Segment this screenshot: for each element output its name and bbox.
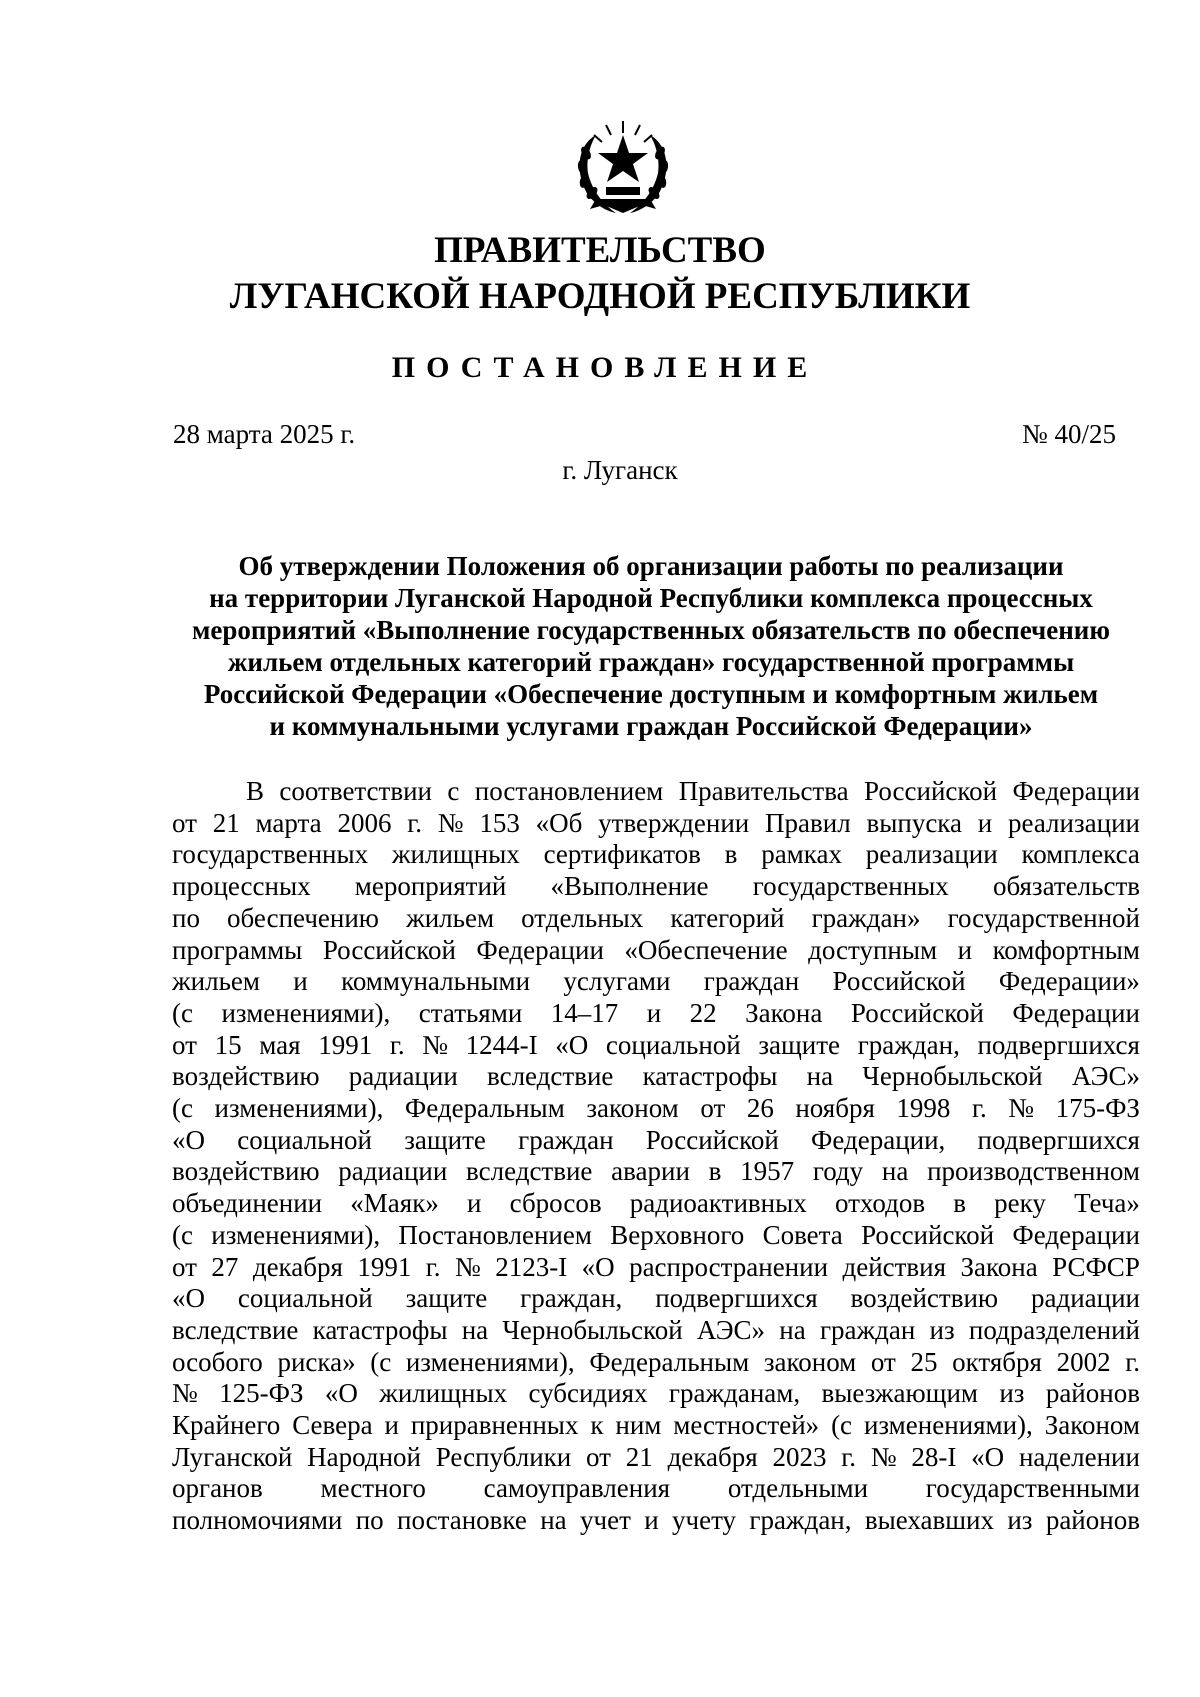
document-number: № 40/25: [1021, 419, 1116, 449]
body-word: подразделений: [968, 1314, 1140, 1345]
body-word: Постановлением: [398, 1219, 592, 1250]
body-word: услугами: [563, 966, 671, 997]
body-word: Закона: [745, 997, 823, 1028]
body-word: от: [586, 1441, 611, 1472]
body-word: радиации: [338, 1156, 448, 1187]
coat-of-arms-icon: [566, 113, 680, 222]
body-word: Севера: [292, 1410, 373, 1441]
body-word: социальной: [237, 1283, 373, 1314]
body-word: особого: [172, 1346, 263, 1377]
body-line: [172, 1030, 1140, 1062]
body-word: 1998: [896, 1093, 951, 1124]
body-word: №: [172, 1378, 198, 1409]
body-word: на: [806, 1061, 834, 1092]
body-word: 14–17: [550, 997, 619, 1028]
body-word: Луганской: [172, 1441, 293, 1472]
body-word: категорий: [670, 902, 785, 933]
body-word: вследствие: [466, 1156, 593, 1187]
body-word: защите: [758, 1029, 841, 1060]
body-word: реку: [994, 1188, 1046, 1219]
document-title: [170, 550, 1132, 742]
body-word: выпуска: [866, 807, 962, 838]
body-word: г.: [407, 807, 423, 838]
body-line: [172, 1283, 1140, 1315]
government-heading: ПРАВИТЕЛЬСТВО: [434, 230, 766, 271]
body-word: ним: [615, 1410, 662, 1441]
body-line: [172, 1315, 1140, 1347]
body-word: статьями: [418, 997, 523, 1028]
body-word: (с: [370, 1346, 392, 1377]
body-word: государственными: [925, 1473, 1140, 1504]
body-word: комфортным: [992, 934, 1140, 965]
body-word: граждан»: [811, 902, 921, 933]
title-line: жильем отдельных категорий граждан» государственной программы: [227, 647, 1075, 677]
body-word: изменениями),: [863, 1410, 1033, 1441]
body-word: Народной: [307, 1441, 421, 1472]
body-line: [172, 903, 1140, 935]
body-word: и: [384, 1410, 399, 1441]
body-word: сбросов: [509, 1188, 602, 1219]
body-word: Федерации: [476, 934, 604, 965]
body-word: защите: [405, 1283, 488, 1314]
body-line: [172, 1252, 1140, 1284]
body-line: [172, 935, 1140, 967]
body-word: 15: [214, 1029, 242, 1060]
body-word: доступным: [808, 934, 938, 965]
body-word: коммунальными: [341, 966, 531, 997]
body-word: мая: [259, 1029, 301, 1060]
body-word: №: [422, 1029, 449, 1060]
body-word: 28-I: [911, 1441, 957, 1472]
body-word: «Об: [535, 807, 583, 838]
body-word: радиоактивных: [629, 1188, 807, 1219]
body-word: от: [172, 807, 197, 838]
body-word: Российской: [850, 997, 984, 1028]
body-line: [172, 966, 1140, 998]
body-word: (с: [831, 1410, 853, 1441]
body-word: изменениями),: [221, 997, 391, 1028]
body-word: граждан,: [749, 1505, 852, 1536]
body-word: законом: [763, 1346, 857, 1377]
body-word: №: [870, 1441, 897, 1472]
body-line: [172, 1156, 1140, 1188]
body-word: Федерации: [1012, 997, 1140, 1028]
body-word: «О: [555, 1029, 589, 1060]
body-word: сертификатов: [543, 839, 701, 870]
body-word: марта: [255, 807, 322, 838]
body-word: отдельных: [521, 902, 644, 933]
body-word: г.: [425, 1251, 441, 1282]
body-word: из: [999, 1378, 1025, 1409]
body-line: [172, 1505, 1140, 1537]
body-word: Законом: [1044, 1410, 1140, 1441]
body-word: гражданам,: [668, 1378, 801, 1409]
body-word: обязательств: [992, 871, 1140, 902]
body-word: районов: [1045, 1378, 1140, 1409]
body-word: радиации: [1030, 1283, 1140, 1314]
title-line: мероприятий «Выполнение государственных обязательств по обеспечению: [192, 615, 1110, 645]
body-word: государственных: [752, 871, 949, 902]
body-word: органов: [172, 1473, 263, 1504]
body-word: Чернобыльской: [862, 1061, 1043, 1092]
body-word: отходов: [834, 1188, 926, 1219]
body-word: граждан,: [857, 1029, 960, 1060]
body-word: постановлением: [474, 776, 664, 806]
body-word: субсидиях: [528, 1378, 648, 1409]
body-word: Совета: [762, 1219, 843, 1250]
body-word: 2123-I: [495, 1251, 568, 1282]
body-word: жилищных: [391, 839, 520, 870]
body-word: изменениями),: [211, 1219, 381, 1250]
body-word: ноября: [795, 1093, 875, 1124]
body-line: [172, 1378, 1140, 1410]
body-word: к: [590, 1410, 604, 1441]
body-word: мероприятий: [354, 871, 507, 902]
title-line: Об утверждении Положения об организации работы по реализации: [238, 551, 1064, 581]
body-word: катастрофы: [312, 1314, 448, 1345]
body-word: 1991: [318, 1029, 373, 1060]
body-word: радиации: [348, 1061, 458, 1092]
body-word: Российской: [864, 776, 998, 806]
body-word: 26: [746, 1093, 774, 1124]
body-line: [172, 776, 1140, 808]
body-word: г.: [1125, 1346, 1140, 1377]
body-line: [172, 1220, 1140, 1252]
document-date: 28 марта 2025 г.: [173, 419, 356, 449]
body-word: году: [812, 1156, 864, 1187]
body-word: 1957: [740, 1156, 795, 1187]
body-word: катастрофы: [642, 1061, 778, 1092]
body-word: изменениями),: [405, 1346, 575, 1377]
body-word: жилищных: [379, 1378, 508, 1409]
body-word: 1244-I: [465, 1029, 538, 1060]
body-line: [172, 1410, 1140, 1442]
body-line: [172, 1473, 1140, 1505]
body-word: действия: [842, 1251, 947, 1282]
body-word: государственной: [947, 902, 1140, 933]
body-line: [172, 1061, 1140, 1093]
body-word: Правил: [765, 807, 851, 838]
body-word: 22: [689, 997, 717, 1028]
body-word: «Маяк»: [350, 1188, 439, 1219]
body-word: 125-ФЗ: [219, 1378, 304, 1409]
body-word: риска»: [277, 1346, 356, 1377]
body-word: наделении: [1018, 1441, 1140, 1472]
body-word: вследствие: [172, 1314, 299, 1345]
body-word: воздействию: [172, 1156, 320, 1187]
body-line: [172, 1347, 1140, 1379]
body-word: аварии: [611, 1156, 690, 1187]
body-word: жильем: [406, 902, 495, 933]
body-word: защите: [404, 1124, 486, 1155]
body-word: «О: [172, 1124, 205, 1155]
body-word: РСФСР: [1052, 1251, 1140, 1282]
body-word: (с: [172, 997, 193, 1028]
body-word: Федерации,: [811, 1124, 946, 1155]
body-word: «Выполнение: [550, 871, 709, 902]
body-word: производственном: [927, 1156, 1140, 1187]
body-word: учету: [672, 1505, 737, 1536]
body-word: и: [977, 807, 993, 838]
body-word: Теча»: [1074, 1188, 1140, 1219]
body-line: [172, 1093, 1140, 1125]
body-word: из: [929, 1314, 955, 1345]
body-word: на: [881, 1156, 909, 1187]
body-word: «О: [581, 1251, 615, 1282]
body-word: АЭС»: [696, 1314, 766, 1345]
body-word: Закона: [960, 1251, 1038, 1282]
body-line: [172, 808, 1140, 840]
body-word: по: [172, 902, 200, 933]
body-word: постановке: [397, 1505, 527, 1536]
body-word: 175-ФЗ: [1055, 1093, 1140, 1124]
body-word: №: [1008, 1093, 1035, 1124]
body-word: приравненных: [410, 1410, 579, 1441]
body-word: выехавших: [864, 1505, 994, 1536]
body-line: [172, 998, 1140, 1030]
body-word: г.: [841, 1441, 857, 1472]
body-word: от: [172, 1029, 197, 1060]
body-word: комплекса: [1021, 839, 1140, 870]
body-word: Российской: [832, 966, 966, 997]
body-word: соответствии: [279, 776, 432, 806]
body-word: и: [957, 934, 973, 965]
body-word: из: [1007, 1505, 1033, 1536]
body-word: подвергшихся: [977, 1029, 1140, 1060]
body-word: государственных: [172, 839, 369, 870]
body-word: №: [437, 807, 464, 838]
body-word: Российской: [645, 1124, 779, 1155]
body-word: объединении: [172, 1188, 323, 1219]
body-line: [172, 1442, 1140, 1474]
body-word: декабря: [667, 1441, 758, 1472]
title-line: Российской Федерации «Обеспечение доступным и комфортным жильем: [203, 679, 1099, 709]
body-word: реализации: [1008, 807, 1140, 838]
body-line: [172, 871, 1140, 903]
body-line: [172, 1188, 1140, 1220]
body-word: и: [467, 1188, 482, 1219]
body-word: утверждении: [598, 807, 750, 838]
document-city: г. Луганск: [562, 455, 678, 485]
body-word: 2002: [1056, 1346, 1111, 1377]
title-line: и коммунальными услугами граждан Российской Федерации»: [269, 711, 1033, 741]
body-word: районов: [1045, 1505, 1140, 1536]
body-word: «Обеспечение: [624, 934, 788, 965]
document-body: [172, 776, 1140, 1537]
body-word: граждан: [518, 1124, 614, 1155]
body-word: и: [293, 966, 308, 997]
body-word: обеспечению: [227, 902, 379, 933]
body-word: учет: [580, 1505, 631, 1536]
body-word: (с: [172, 1219, 193, 1250]
body-word: в: [724, 839, 738, 870]
body-word: изменениями),: [214, 1093, 384, 1124]
body-word: воздействию: [172, 1061, 320, 1092]
body-word: распространении: [629, 1251, 829, 1282]
body-word: от: [700, 1093, 726, 1124]
body-word: в: [708, 1156, 722, 1187]
body-word: В: [246, 776, 265, 806]
body-line: [172, 1125, 1140, 1157]
body-word: «О: [324, 1378, 358, 1409]
body-word: Федерации: [1012, 1219, 1140, 1250]
body-line: [172, 839, 1140, 871]
body-word: граждан: [703, 966, 800, 997]
body-word: в: [953, 1188, 966, 1219]
body-word: Федеральным: [589, 1346, 750, 1377]
body-word: с: [447, 776, 460, 806]
body-word: местного: [320, 1473, 426, 1504]
body-word: 27: [211, 1251, 239, 1282]
title-line: на территории Луганской Народной Республики комплекса процессных: [209, 583, 1093, 613]
body-word: г.: [971, 1093, 987, 1124]
body-word: отдельными: [727, 1473, 869, 1504]
body-word: и: [646, 997, 662, 1028]
body-word: Правительства: [678, 776, 849, 806]
body-word: Федерации: [1012, 776, 1140, 806]
body-word: на: [779, 1314, 806, 1345]
republic-heading: ЛУГАНСКОЙ НАРОДНОЙ РЕСПУБЛИКИ: [229, 276, 971, 317]
body-word: самоуправления: [483, 1473, 671, 1504]
body-word: социальной: [605, 1029, 741, 1060]
body-word: АЭС»: [1071, 1061, 1140, 1092]
body-word: Верховного: [610, 1219, 745, 1250]
body-word: социальной: [237, 1124, 373, 1155]
body-word: №: [455, 1251, 481, 1282]
body-word: Российской: [861, 1219, 995, 1250]
body-word: 153: [479, 807, 520, 838]
body-word: Российской: [322, 934, 456, 965]
body-word: «О: [971, 1441, 1005, 1472]
body-word: Крайнего: [172, 1410, 281, 1441]
body-word: 21: [212, 807, 240, 838]
body-word: вследствие: [487, 1061, 614, 1092]
body-word: от: [870, 1346, 896, 1377]
body-word: граждан,: [520, 1283, 623, 1314]
body-word: выезжающим: [821, 1378, 978, 1409]
body-word: программы: [172, 934, 303, 965]
body-word: г.: [389, 1029, 405, 1060]
body-word: граждан: [819, 1314, 916, 1345]
body-word: Чернобыльской: [502, 1314, 683, 1345]
body-word: декабря: [252, 1251, 343, 1282]
body-word: (с: [172, 1093, 193, 1124]
body-word: жильем: [172, 966, 260, 997]
body-word: и: [644, 1505, 659, 1536]
body-word: реализации: [865, 839, 998, 870]
body-word: 1991: [357, 1251, 412, 1282]
body-word: полномочиями: [172, 1505, 343, 1536]
body-word: 21: [625, 1441, 653, 1472]
body-word: по: [355, 1505, 384, 1536]
body-word: «О: [172, 1283, 205, 1314]
body-word: 2023: [772, 1441, 827, 1472]
body-word: местностей»: [673, 1410, 820, 1441]
body-word: воздействию: [850, 1283, 999, 1314]
body-word: на: [540, 1505, 567, 1536]
body-word: процессных: [172, 871, 311, 902]
body-word: октября: [952, 1346, 1042, 1377]
body-word: Федеральным: [404, 1093, 565, 1124]
document-type: ПОСТАНОВЛЕНИЕ: [391, 351, 819, 384]
body-word: законом: [586, 1093, 679, 1124]
body-word: Федерации»: [998, 966, 1140, 997]
body-word: от: [172, 1251, 197, 1282]
body-word: 25: [910, 1346, 938, 1377]
body-word: на: [461, 1314, 489, 1345]
body-word: 2006: [337, 807, 392, 838]
body-word: подвергшихся: [977, 1124, 1140, 1155]
body-word: рамках: [761, 839, 842, 870]
body-word: подвергшихся: [655, 1283, 818, 1314]
body-word: Республики: [435, 1441, 572, 1472]
